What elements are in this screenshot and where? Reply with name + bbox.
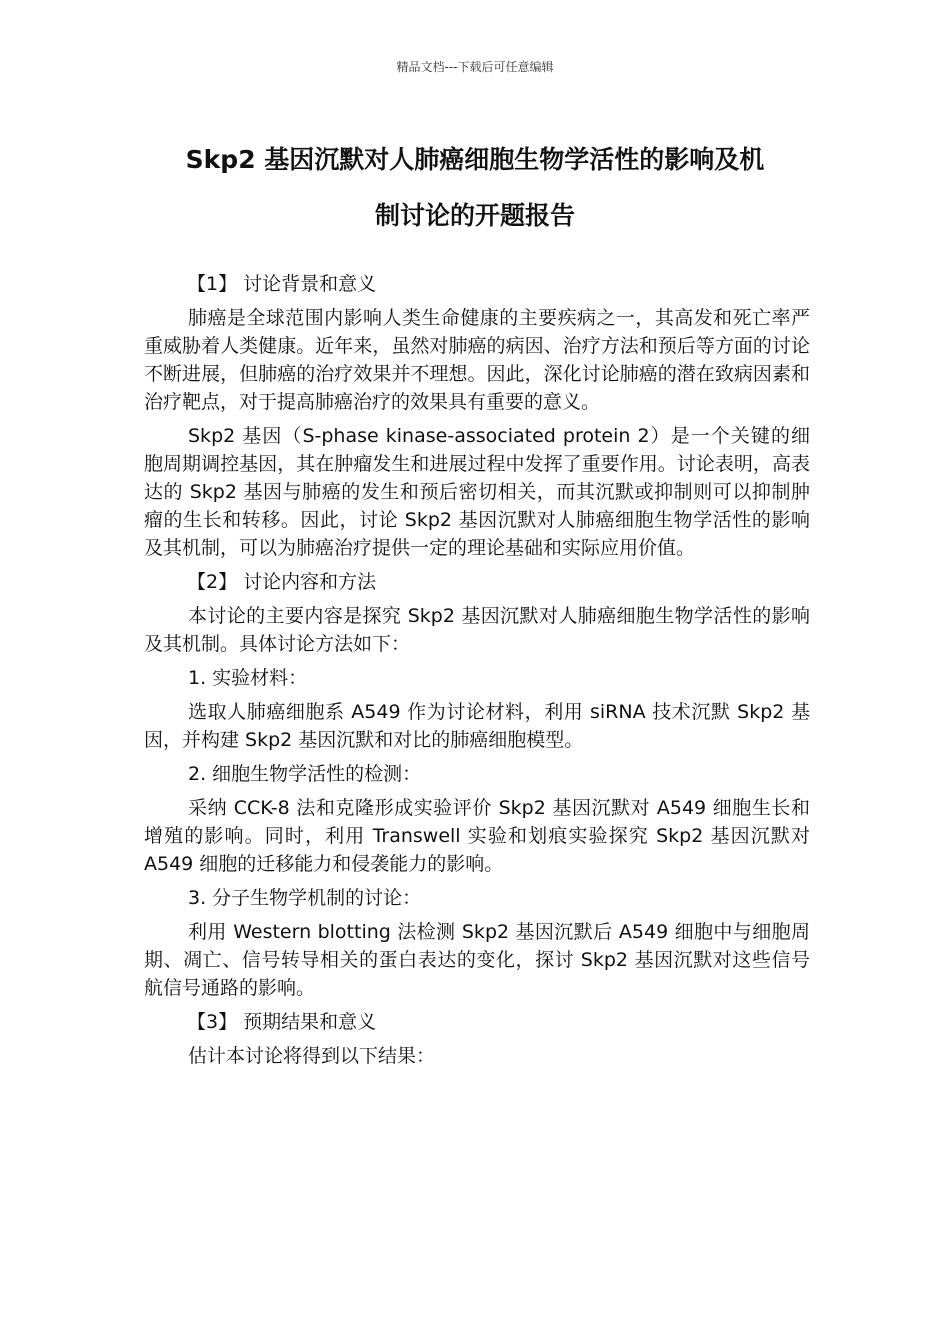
document-title-line-1: Skp2 基因沉默对人肺癌细胞生物学活性的影响及机 <box>185 145 765 174</box>
section-heading-background: 【1】 讨论背景和意义 <box>187 273 377 295</box>
paragraph-research-content: 本讨论的主要内容是探究 Skp2 基因沉默对人肺癌细胞生物学活性的影响及其机制。具体讨论方法如下： <box>144 605 810 655</box>
section-heading-content-methods: 【2】 讨论内容和方法 <box>187 571 377 593</box>
paragraph-mechanism: 利用 Western blotting 法检测 Skp2 基因沉默后 A549 细胞中与细胞周期、凋亡、信号转导相关的蛋白表达的变化，探讨 Skp2 基因沉默对这些信号航信号通路的影响。 <box>144 921 810 999</box>
paragraph-lung-cancer-intro: 肺癌是全球范围内影响人类生命健康的主要疾病之一，其高发和死亡率严重威胁着人类健康。近年来，虽然对肺癌的病因、治疗方法和预后等方面的讨论不断进展，但肺癌的治疗效果并不理想。因此，深化讨论肺癌的潜在致病因素和治疗靶点，对于提高肺癌治疗的效果具有重要的意义。 <box>144 307 810 413</box>
page-header: 精品文档---下载后可任意编辑 <box>396 60 554 74</box>
paragraph-materials: 选取人肺癌细胞系 A549 作为讨论材料，利用 siRNA 技术沉默 Skp2 基因，并构建 Skp2 基因沉默和对比的肺癌细胞模型。 <box>144 701 810 751</box>
list-item-mechanism: 3. 分子生物学机制的讨论： <box>188 887 422 909</box>
document-body <box>144 270 810 1076</box>
section-heading-expected-results: 【3】 预期结果和意义 <box>187 1011 377 1033</box>
paragraph-expected-results: 估计本讨论将得到以下结果： <box>188 1045 436 1067</box>
paragraph-skp2-gene: Skp2 基因（S-phase kinase-associated protein 2）是一个关键的细胞周期调控基因，其在肿瘤发生和进展过程中发挥了重要作用。讨论表明，高表达的 Skp2 基因与肺癌的发生和预后密切相关，而其沉默或抑制则可以抑制肿瘤的生长和转移。因此，讨论 Skp2 基因沉默对人肺癌细胞生物学活性的影响及其机制，可以为肺癌治疗提供一定的理论基础和实际应用价值。 <box>144 425 810 559</box>
list-item-bioactivity: 2. 细胞生物学活性的检测： <box>188 763 422 785</box>
document-title-line-2: 制讨论的开题报告 <box>374 201 575 230</box>
list-item-materials: 1. 实验材料： <box>188 667 308 689</box>
paragraph-bioactivity: 采纳 CCK-8 法和克隆形成实验评价 Skp2 基因沉默对 A549 细胞生长和增殖的影响。同时，利用 Transwell 实验和划痕实验探究 Skp2 基因沉默对 A549 细胞的迁移能力和侵袭能力的影响。 <box>144 797 810 875</box>
